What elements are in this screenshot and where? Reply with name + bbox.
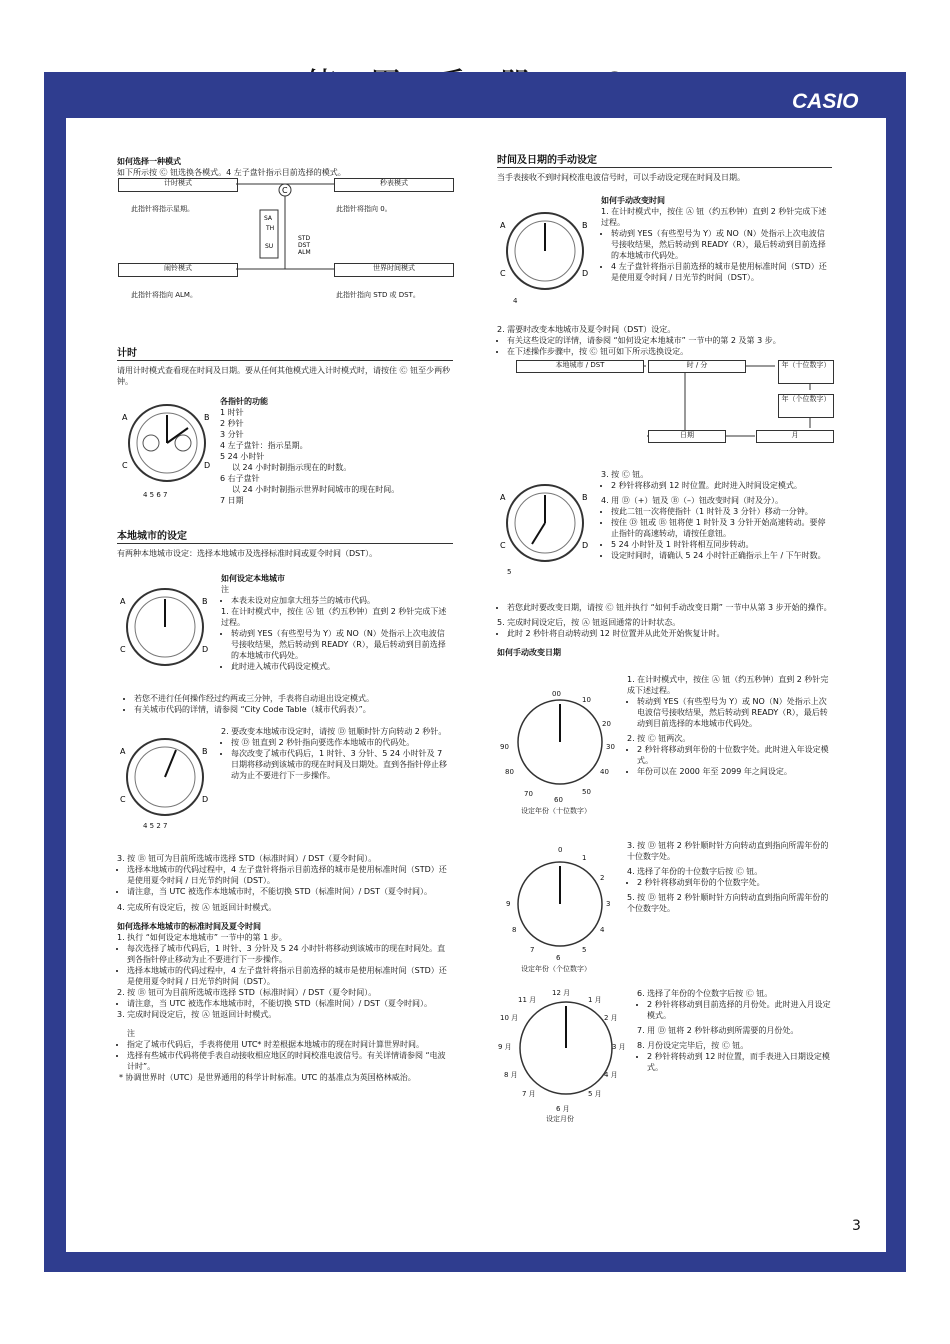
bullet: • 转动到 YES（有些型号为 Y）或 NO（N）处指示上次电波信号接收结果，然后转动到 READY（R），最后转动到目前选择的本地城市代码处。	[611, 228, 831, 261]
mode-box-alarm: 闹铃模式	[118, 263, 238, 277]
dial-label: 1	[582, 854, 587, 862]
hand-item: 6 右子盘针	[220, 474, 260, 483]
svg-text:D: D	[204, 461, 211, 470]
mode-desc-stopwatch: 此指针将指向 0。	[336, 205, 392, 213]
watch-icon-home-city	[116, 582, 214, 672]
set-time-step5	[497, 602, 832, 658]
manual-setting-intro: 当手表接收不到时间校准电波信号时，可以手动设定现在时间及日期。	[497, 173, 745, 182]
flow-box-home-city: 本地城市 / DST	[516, 360, 644, 373]
dial-label: 10	[582, 696, 591, 704]
dial-label: 6	[556, 954, 561, 962]
svg-text:TH: TH	[266, 225, 275, 232]
bullet: • 若您此时要改变日期，请按 Ⓒ 钮并执行 “如何手动改变日期” 一节中从第 3 步开始的操作。	[507, 602, 832, 613]
bullet: • 2 秒针将移动到目前选择的月份处。此时进入月设定模式。	[647, 999, 833, 1021]
svg-text:D: D	[582, 541, 589, 550]
svg-text:STD: STD	[298, 235, 311, 242]
step-6: 6. 选择了年份的个位数字后按 Ⓒ 钮。	[637, 989, 773, 998]
hand-item: 1 时针	[220, 408, 244, 417]
mode-box-stopwatch: 秒表模式	[334, 178, 454, 192]
timekeeping-section	[117, 348, 453, 387]
bullet: • 选择有些城市代码将使手表自动接收相应地区的时间校准电波信号。有关详情请参阅 “电波计时”。	[127, 1050, 453, 1072]
svg-text:B: B	[204, 413, 210, 422]
bullet: • 指定了城市代码后，手表将使用 UTC* 时差根据本地城市的现在时间计算世界时间。	[127, 1039, 453, 1050]
svg-text:B: B	[582, 493, 588, 502]
mode-select-intro: 如下所示按 Ⓒ 钮选换各模式。4 左子盘针指示目前选择的模式。	[117, 168, 346, 177]
bullet: • 按此二钮一次将使指针（1 时针及 3 分针）移动一分钟。	[611, 506, 833, 517]
casio-logo: CASIO	[792, 90, 859, 113]
bullet: • 按住 Ⓓ 钮或 Ⓑ 钮将使 1 时针及 3 分针开始高速转动。要停止指针的高速转动，请按任意钮。	[611, 517, 833, 539]
manual-setting-heading: 时间及日期的手动设定	[497, 155, 832, 168]
timekeeping-heading: 计时	[117, 348, 453, 361]
dial-label: 2	[600, 874, 605, 882]
dial-label: 1 月	[588, 996, 602, 1004]
step-2: 2. 按 Ⓑ 钮可为目前所选城市选择 STD（标准时间）/ DST（夏令时间）。	[117, 988, 377, 997]
step-4: 4. 选择了年份的十位数字后按 Ⓒ 钮。	[627, 867, 763, 876]
flow-box-day: 日期	[648, 430, 726, 443]
dial-label: 9 月	[498, 1043, 512, 1051]
bullet: • 5 24 小时针及 1 时针将相互同步转动。	[611, 539, 833, 550]
step-2: 2. 按 Ⓒ 钮两次。	[627, 734, 691, 743]
dial-label: 90	[500, 743, 509, 751]
hands-function-list	[220, 396, 450, 506]
set-date-heading: 如何手动改变日期	[497, 648, 561, 657]
hand-item-desc: 以 24 小时时制指示现在的时数。	[232, 463, 352, 472]
home-city-step2	[221, 726, 449, 781]
step-2: 2. 要改变本地城市设定时，请按 Ⓓ 钮顺时针方向转动 2 秒针。	[221, 727, 447, 736]
dial-label: 20	[602, 720, 611, 728]
bullet: • 有关城市代码的详情，请参阅 “City Code Table（城市代码表）”。	[134, 704, 454, 715]
step-7: 7. 用 Ⓓ 钮将 2 秒针移动到所需要的月份处。	[637, 1026, 799, 1035]
manual-setting-section	[497, 155, 832, 183]
step-5: 5. 完成时间设定后，按 Ⓐ 钮返回通常的计时状态。	[497, 618, 681, 627]
mode-desc-timekeeping: 此指针将指示星期。	[131, 205, 194, 213]
note-item: • 本表未设对应加拿大纽芬兰的城市代码。	[231, 595, 449, 606]
home-city-mid-notes	[124, 693, 454, 715]
step-4: 4. 完成所有设定后，按 Ⓐ 钮返回计时模式。	[117, 903, 277, 912]
home-city-heading: 本地城市的设定	[117, 531, 453, 544]
dial-label: 3 月	[612, 1043, 626, 1051]
svg-text:B: B	[202, 747, 208, 756]
hand-item: 2 秒针	[220, 419, 244, 428]
mode-box-timekeeping: 计时模式	[118, 178, 238, 192]
svg-text:A: A	[122, 413, 128, 422]
dial-label: 70	[524, 790, 533, 798]
dial-label: 8 月	[504, 1071, 518, 1079]
bullet: • 此时 2 秒针将自动转动到 12 时位置并从此处开始恢复计时。	[507, 628, 832, 639]
svg-text:D: D	[202, 795, 209, 804]
dial-year-tens	[498, 680, 622, 804]
svg-text:SA: SA	[264, 215, 273, 222]
svg-text:DST: DST	[298, 242, 311, 249]
hand-item: 3 分针	[220, 430, 244, 439]
hand-item: 5 24 小时针	[220, 452, 265, 461]
svg-text:A: A	[500, 221, 506, 230]
mode-box-world-time: 世界时间模式	[334, 263, 454, 277]
dial-label: 60	[554, 796, 563, 804]
dial-label: 30	[606, 743, 615, 751]
svg-text:C: C	[120, 645, 126, 654]
step4-tag: 5	[507, 568, 512, 576]
svg-text:D: D	[202, 645, 209, 654]
watch-icon-step2	[116, 732, 214, 822]
set-date-step1-2	[627, 674, 833, 777]
dial-label: 5 月	[588, 1090, 602, 1098]
watch-icon-set-time	[496, 206, 594, 296]
set-date-step3-5	[627, 840, 833, 914]
bullet: • 在下述操作步骤中，按 Ⓒ 钮可如下所示选换设定。	[507, 346, 832, 357]
mode-flow-diagram	[236, 176, 336, 276]
dial-label: 80	[505, 768, 514, 776]
step-3: 3. 按 Ⓓ 钮将 2 秒针顺时针方向转动直到指向所需年份的十位数字处。	[627, 841, 829, 861]
mode-desc-alarm: 此指针将指向 ALM。	[131, 291, 197, 299]
bullet: • 请注意，当 UTC 被选作本地城市时，不能切换 STD（标准时间）/ DST（夏令时间）。	[127, 886, 453, 897]
dial-caption: 设定月份	[546, 1115, 574, 1123]
dial-label: 8	[512, 926, 517, 934]
bullet: • 2 秒针将移动到 12 时位置。此时进入时间设定模式。	[611, 480, 833, 491]
std-dst-heading: 如何选择本地城市的标准时间及夏令时间	[117, 922, 261, 931]
step-3: 3. 完成时间设定后，按 Ⓐ 钮返回计时模式。	[117, 1010, 277, 1019]
bullet: • 2 秒针将移动到年份的个位数字处。	[637, 877, 833, 888]
step-1: 1. 执行 “如何设定本地城市” 一节中的第 1 步。	[117, 933, 287, 942]
watch-icon-timekeeping	[118, 398, 216, 488]
dial-label: 50	[582, 788, 591, 796]
svg-text:B: B	[202, 597, 208, 606]
flow-box-year-tens: 年（十位数字）	[778, 360, 834, 384]
dial-label: 00	[552, 690, 561, 698]
bullet: • 每次改变了城市代码后，1 时针、3 分针、5 24 小时针及 7 日期将移动到该城市的现在时间及日期处。直到各指针停止移动为止不要进行下一步操作。	[231, 748, 449, 781]
dial-label: 5	[582, 946, 587, 954]
dial-label: 9	[506, 900, 511, 908]
bullet: • 此时进入城市代码设定模式。	[231, 661, 449, 672]
bullet: • 年份可以在 2000 年至 2099 年之间设定。	[637, 766, 833, 777]
set-time-step1	[601, 195, 831, 283]
dial-label: 4	[600, 926, 605, 934]
flow-box-hour-min: 时 / 分	[648, 360, 746, 373]
svg-text:C: C	[500, 269, 506, 278]
dial-label: 12 月	[552, 989, 571, 997]
step-3: 3. 按 Ⓒ 钮。	[601, 470, 649, 479]
svg-text:B: B	[582, 221, 588, 230]
timekeeping-text: 请用计时模式查看现在时间及日期。要从任何其他模式进入计时模式时，请按住 Ⓒ 钮至少两秒钟。	[117, 366, 451, 386]
dial-label: 0	[558, 846, 563, 854]
flow-box-year-units: 年（个位数字）	[778, 394, 834, 418]
dial-label: 7	[530, 946, 535, 954]
footnote: * 协调世界时（UTC）是世界通用的科学计时标准。UTC 的基准点为英国格林威治。	[119, 1073, 416, 1082]
mode-desc-world: 此指针指向 STD 或 DST。	[336, 291, 420, 299]
watch-icon-step3	[496, 478, 594, 568]
dial-label: 11 月	[518, 996, 537, 1004]
flow-box-month: 月	[756, 430, 834, 443]
step-1: 1. 在计时模式中，按住 Ⓐ 钮（约五秒钟）直到 2 秒针完成下述过程。	[221, 607, 447, 627]
home-city-how: 如何设定本地城市	[221, 574, 285, 583]
dial-label: 2 月	[604, 1014, 618, 1022]
dial-year-units	[498, 842, 622, 966]
svg-text:C: C	[122, 461, 128, 470]
timekeeping-tags: 4 5 6 7	[143, 491, 168, 499]
home-city-text: 有两种本地城市设定：选择本地城市及选择标准时间或夏令时间（DST）。	[117, 549, 378, 558]
note-label: 注	[127, 1029, 135, 1038]
svg-text:ALM: ALM	[298, 249, 311, 256]
step-3: 3. 按 Ⓑ 钮可为目前所选城市选择 STD（标准时间）/ DST（夏令时间）。	[117, 854, 377, 863]
hand-item: 7 日期	[220, 496, 244, 505]
dial-label: 7 月	[522, 1090, 536, 1098]
svg-text:C: C	[282, 186, 288, 195]
dial-label: 10 月	[500, 1014, 519, 1022]
note-label: 注	[221, 585, 229, 594]
svg-text:C: C	[120, 795, 126, 804]
set-date-step6-8	[637, 988, 833, 1073]
set-time-step2	[497, 324, 832, 357]
bullet: • 选择本地城市的代码过程中，4 左子盘针将指示目前选择的城市是使用标准时间（STD）还是使用夏令时间 / 日光节约时间（DST）。	[127, 864, 453, 886]
bullet: • 转动到 YES（有些型号为 Y）或 NO（N）处指示上次电波信号接收结果，然后转动到 READY（R），最后转动到目前选择的本地城市代码处。	[231, 628, 449, 661]
mode-select-section	[117, 156, 453, 178]
bullet: • 按 Ⓓ 钮直到 2 秒针指向要选作本地城市的代码处。	[231, 737, 449, 748]
dial-label: 40	[600, 768, 609, 776]
bullet: • 4 左子盘针将指示目前选择的城市是使用标准时间（STD）还是使用夏令时间 / 日光节约时间（DST）。	[611, 261, 831, 283]
step-1: 1. 在计时模式中，按住 Ⓐ 钮（约五秒钟）直到 2 秒针完成下述过程。	[627, 675, 829, 695]
home-city-section	[117, 531, 453, 559]
bullet: • 若您不进行任何操作经过约两或三分钟，手表将自动退出设定模式。	[134, 693, 454, 704]
set-time-tag: 4	[513, 297, 518, 305]
set-time-step3-4	[601, 469, 833, 561]
hands-title: 各指针的功能	[220, 397, 268, 406]
home-city-steps	[221, 573, 449, 672]
bullet: • 设定时间时，请确认 5 24 小时针正确指示上午 / 下午时数。	[611, 550, 833, 561]
page-number: 3	[852, 1218, 861, 1234]
step-2: 2. 需要时改变本地城市及夏令时间（DST）设定。	[497, 325, 676, 334]
hand-item: 4 左子盘针：指示星期。	[220, 441, 308, 450]
svg-text:A: A	[500, 493, 506, 502]
step-4: 4. 用 Ⓓ（+）钮及 Ⓑ（–）钮改变时间（时及分）。	[601, 496, 783, 505]
bullet: • 选择本地城市的代码过程中，4 左子盘针将指示目前选择的城市是使用标准时间（STD）还是使用夏令时间 / 日光节约时间（DST）。	[127, 965, 453, 987]
svg-text:D: D	[582, 269, 589, 278]
hand-item-desc: 以 24 小时时制指示世界时间城市的现在时间。	[232, 485, 400, 494]
step-8: 8. 月份设定完毕后，按 Ⓒ 钮。	[637, 1041, 749, 1050]
svg-text:A: A	[120, 597, 126, 606]
set-time-how: 如何手动改变时间	[601, 196, 665, 205]
bullet: • 2 秒针将移动到年份的十位数字处。此时进入年设定模式。	[637, 744, 833, 766]
dial-label: 6 月	[556, 1105, 570, 1113]
mode-select-heading: 如何选择一种模式	[117, 157, 181, 166]
step-1: 1. 在计时模式中，按住 Ⓐ 钮（约五秒钟）直到 2 秒针完成下述过程。	[601, 207, 827, 227]
bullet: • 请注意，当 UTC 被选作本地城市时，不能切换 STD（标准时间）/ DST（夏令时间）。	[127, 998, 453, 1009]
svg-text:SU: SU	[265, 243, 274, 250]
svg-text:C: C	[500, 541, 506, 550]
bullet: • 有关这些设定的详情，请参阅 “如何设定本地城市” 一节中的第 2 及第 3 步。	[507, 335, 832, 346]
home-city-step3-plus	[117, 853, 453, 1083]
dial-caption: 设定年份（个位数字）	[521, 965, 591, 973]
dial-caption: 设定年份（十位数字）	[521, 807, 591, 815]
dial-label: 4 月	[604, 1071, 618, 1079]
bullet: • 每次选择了城市代码后，1 时针、3 分针及 5 24 小时针将移动到该城市的现在时间处。直到各指针停止移动为止不要进行下一步操作。	[127, 943, 453, 965]
bullet: • 2 秒针将转动到 12 时位置，而手表进入日期设定模式。	[647, 1051, 833, 1073]
svg-text:A: A	[120, 747, 126, 756]
dial-label: 3	[606, 900, 611, 908]
step2-tags: 4 5 2 7	[143, 822, 168, 830]
bullet: • 转动到 YES（有些型号为 Y）或 NO（N）处指示上次电波信号接收结果，然后转动到 READY（R），最后转动到目前选择的本地城市代码处。	[637, 696, 833, 729]
step-5: 5. 按 Ⓓ 钮将 2 秒针顺时针方向转动直到指向所需年份的个位数字处。	[627, 893, 829, 913]
